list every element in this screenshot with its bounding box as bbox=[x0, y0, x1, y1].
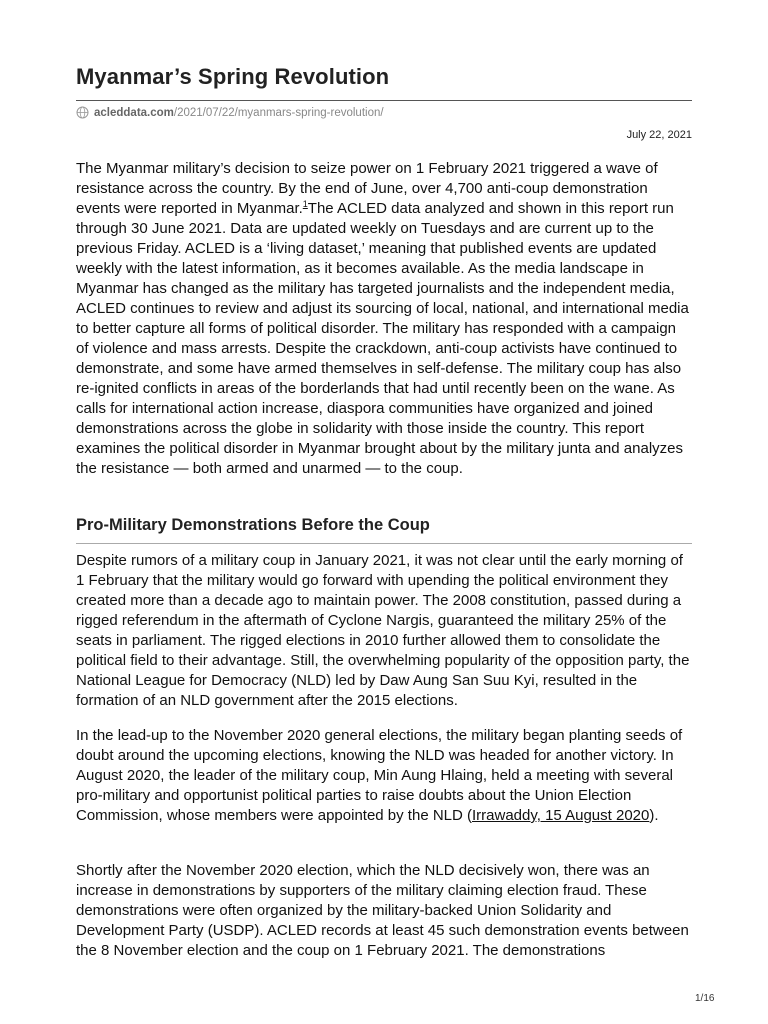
body-paragraph-2-text: In the lead-up to the November 2020 general elections, the military began planting seeds of doubt around the upcoming elections, knowing the NLD was headed for another victory. In August 2020, the leader of the military coup, Min Aung Hlaing, held a meeting with several pro-military and opportunist political parties to raise doubts about the Union Election Commission, whose members were appointed by the NLD ( bbox=[76, 727, 683, 824]
section-divider bbox=[76, 543, 692, 544]
intro-paragraph bbox=[76, 159, 692, 479]
body-paragraph-2 bbox=[76, 726, 692, 826]
source-url[interactable] bbox=[76, 106, 384, 119]
section-heading: Pro-Military Demonstrations Before the Coup bbox=[76, 516, 430, 534]
source-domain[interactable]: acleddata.com bbox=[94, 106, 174, 119]
footnote-link[interactable]: 1 bbox=[302, 199, 308, 209]
intro-text-a: The Myanmar military’s decision to seize power on 1 February 2021 triggered a wave of resistance across the country. By the end of June, over 4,700 anti-coup demonstration events were reported in Myanmar. bbox=[76, 160, 658, 217]
intro-text-b: The ACLED data analyzed and shown in this report run through 30 June 2021. Data are updated weekly on Tuesdays and are current up to the previous Friday. ACLED is a ‘living dataset,’ meaning that published events are updated weekly with the latest information, as it becomes available. As the media landscape in Myanmar has changed as the military has targeted journalists and the independent media, ACLED continues to review and adjust its sourcing of local, national, and international media to better capture all forms of political disorder. The military has responded with a campaign of violence and mass arrests. Despite the crackdown, anti-coup activists have continued to demonstrate, and some have armed themselves in self-defense. The military coup has also re-ignited conflicts in areas of the borderlands that had until recently been on the wane. As calls for international action increase, diaspora communities have organized and joined demonstrations across the globe in solidarity with those inside the country. This report examines the political disorder in Myanmar brought about by the military junta and analyzes the resistance — both armed and unarmed — to the coup. bbox=[76, 200, 689, 477]
body-paragraph-2-end: ). bbox=[649, 807, 659, 824]
page-number: 1/16 bbox=[695, 993, 715, 1004]
body-paragraph-1: Despite rumors of a military coup in January 2021, it was not clear until the early morning of 1 February that the military would go forward with upending the political environment they created more than a decade ago to maintain power. The 2008 constitution, passed during a rigged referendum in the aftermath of Cyclone Nargis, guaranteed the military 25% of the seats in parliament. The rigged elections in 2010 further allowed them to consolidate the political field to their advantage. Still, the overwhelming popularity of the opposition party, the National League for Democracy (NLD) led by Daw Aung San Suu Kyi, resulted in the formation of an NLD government after the 2015 elections. bbox=[76, 552, 690, 709]
irrawaddy-link[interactable]: Irrawaddy, 15 August 2020 bbox=[472, 807, 650, 824]
body-paragraph-3: Shortly after the November 2020 election, which the NLD decisively won, there was an increase in demonstrations by supporters of the military claiming election fraud. These demonstrations were often organized by the military-backed Union Solidarity and Development Party (USDP). ACLED records at least 45 such demonstration events between the 8 November election and the coup on 1 February 2021. The demonstrations bbox=[76, 862, 689, 959]
title-divider bbox=[76, 100, 692, 101]
source-path[interactable]: /2021/07/22/myanmars-spring-revolution/ bbox=[173, 106, 384, 119]
article-title: Myanmar’s Spring Revolution bbox=[76, 64, 390, 89]
publish-date: July 22, 2021 bbox=[626, 129, 692, 141]
globe-icon bbox=[76, 106, 89, 119]
